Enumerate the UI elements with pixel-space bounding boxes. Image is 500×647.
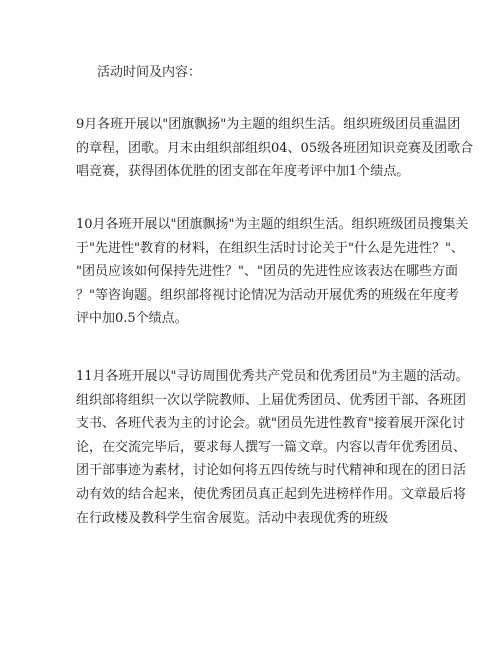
text-line: 组织部将组织一次以学院教师、上届优秀团员、优秀团干部、各班团 bbox=[76, 392, 467, 408]
text-line: 9月各班开展以"团旗飘扬"为主题的组织生活。组织班级团员重温团 bbox=[76, 117, 461, 132]
section-heading: 活动时间及内容： bbox=[97, 65, 202, 80]
text-line: ？"等咨询题。组织部将视讨论情况为活动开展优秀的班级在年度考 bbox=[76, 287, 459, 303]
paragraph-october bbox=[76, 213, 469, 331]
text-line: 10月各班开展以"团旗飘扬"为主题的组织生活。组织班级团员搜集关 bbox=[76, 217, 469, 232]
paragraph-november bbox=[76, 365, 469, 530]
text-line: 论，在交流完毕后，要求每人撰写一篇文章。内容以青年优秀团员、 bbox=[76, 439, 467, 455]
text-line: 评中加0.5个绩点。 bbox=[76, 311, 188, 327]
text-line: 于"先进性"教育的材料，在组织生活时讨论关于"什么是先进性？"、 bbox=[76, 240, 464, 256]
text-line: "团员应该如何保持先进性？"、"团员的先进性应该表达在哪些方面 bbox=[76, 264, 458, 280]
text-line: 11月各班开展以"寻访周围优秀共产党员和优秀团员"为主题的活动。 bbox=[76, 369, 469, 384]
text-line: 团干部事迹为素材，讨论如何将五四传统与时代精神和现在的团日活 bbox=[76, 463, 467, 479]
text-line: 动有效的结合起来，使优秀团员真正起到先进榜样作用。文章最后将 bbox=[76, 486, 467, 502]
text-line: 唱竞赛，获得团体优胜的团支部在年度考评中加1个绩点。 bbox=[76, 164, 410, 180]
paragraph-september bbox=[76, 113, 474, 184]
text-line: 的章程，团歌。月末由组织部组织04、05级各班团知识竞赛及团歌合 bbox=[76, 140, 474, 156]
text-line: 支书、各班代表为主的讨论会。就"团员先进性教育"接着展开深化讨 bbox=[76, 416, 465, 432]
text-line: 在行政楼及教科学生宿舍展览。活动中表现优秀的班级 bbox=[76, 510, 389, 526]
